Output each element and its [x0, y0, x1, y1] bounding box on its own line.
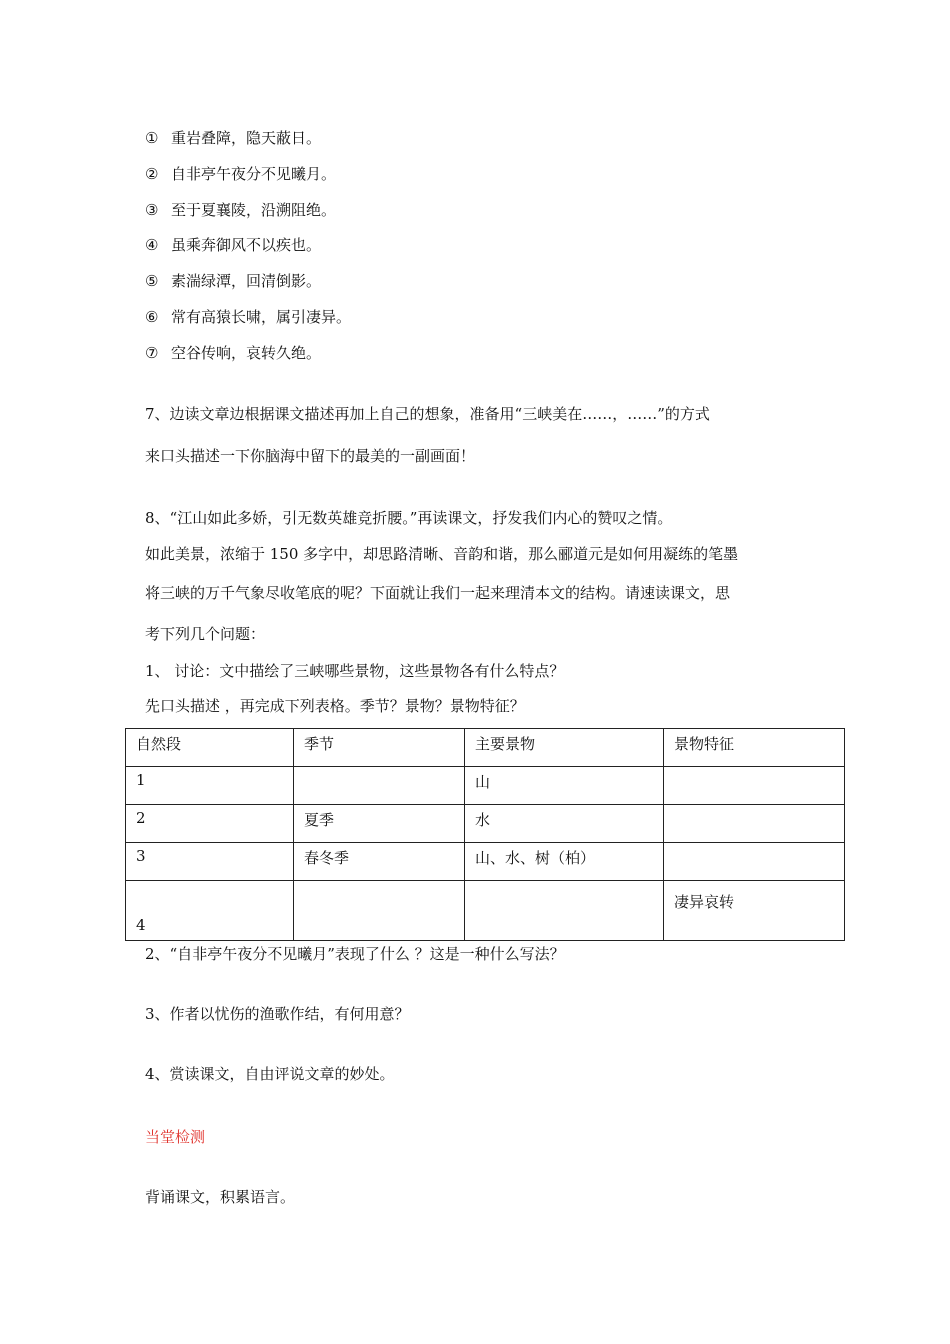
table-row: [126, 805, 845, 843]
table-header: 主要景物: [465, 729, 664, 767]
table-cell: 1: [126, 767, 294, 805]
question-7-line-2: 来口头描述一下你脑海中留下的最美的一副画面！: [145, 447, 476, 465]
question-8-line-3: 将三峡的万千气象尽收笔底的呢？下面就让我们一起来理清本文的结构。请速读课文，思: [145, 584, 731, 602]
table-cell: 山、水、树（柏）: [465, 843, 664, 881]
table-cell: [465, 881, 664, 941]
table-cell: 水: [465, 805, 664, 843]
sub-question-4: 4、赏读课文，自由评说文章的妙处。: [145, 1065, 395, 1083]
table-cell: 山: [465, 767, 664, 805]
table-row: [126, 843, 845, 881]
list-item: ⑥ 常有高猿长啸，属引凄异。: [145, 308, 352, 326]
sub-question-1: 1、 讨论：文中描绘了三峡哪些景物，这些景物各有什么特点？: [145, 662, 565, 680]
question-8-line-4: 考下列几个问题：: [145, 625, 266, 643]
table-cell: [294, 767, 465, 805]
sub-question-1-instruction: 先口头描述 ，再完成下列表格。季节？景物？景物特征？: [145, 697, 525, 715]
list-item: ④ 虽乘奔御风不以疾也。: [145, 236, 322, 254]
table-cell: 凄异哀转: [664, 881, 845, 941]
section-text: 背诵课文，积累语言。: [145, 1188, 296, 1206]
question-7-line-1: 7、边读文章边根据课文描述再加上自己的想象，准备用“三峡美在……，……”的方式: [145, 405, 710, 423]
table-cell: 2: [126, 805, 294, 843]
table-header: 自然段: [126, 729, 294, 767]
table-cell: [294, 881, 465, 941]
table-header: 季节: [294, 729, 465, 767]
table-header: 景物特征: [664, 729, 845, 767]
question-8-line-1: 8、“江山如此多娇，引无数英雄竞折腰。”再读课文，抒发我们内心的赞叹之情。: [145, 509, 673, 527]
section-title: 当堂检测: [145, 1128, 206, 1146]
table-cell: [664, 843, 845, 881]
table-header-row: [126, 729, 845, 767]
sub-question-2: 2、“自非亭午夜分不见曦月”表现了什么 ？这是一种什么写法？: [145, 945, 565, 963]
table-row: [126, 767, 845, 805]
table-cell: 4: [126, 881, 294, 941]
list-item: ⑤ 素湍绿潭，回清倒影。: [145, 272, 322, 290]
sub-question-3: 3、作者以忧伤的渔歌作结，有何用意？: [145, 1005, 410, 1023]
question-8-line-2: 如此美景，浓缩于 150 多字中，却思路清晰、音韵和谐，那么郦道元是如何用凝练的笔墨: [145, 545, 739, 563]
table-cell: 春冬季: [294, 843, 465, 881]
scenery-table: [125, 728, 845, 941]
table-cell: 夏季: [294, 805, 465, 843]
table-cell: [664, 805, 845, 843]
table-cell: 3: [126, 843, 294, 881]
list-item: ⑦ 空谷传响，哀转久绝。: [145, 344, 322, 362]
list-item: ③ 至于夏襄陵，沿溯阻绝。: [145, 201, 337, 219]
list-item: ② 自非亭午夜分不见曦月。: [145, 165, 337, 183]
table-cell: [664, 767, 845, 805]
list-item: ① 重岩叠障，隐天蔽日。: [145, 129, 322, 147]
table-row: [126, 881, 845, 941]
